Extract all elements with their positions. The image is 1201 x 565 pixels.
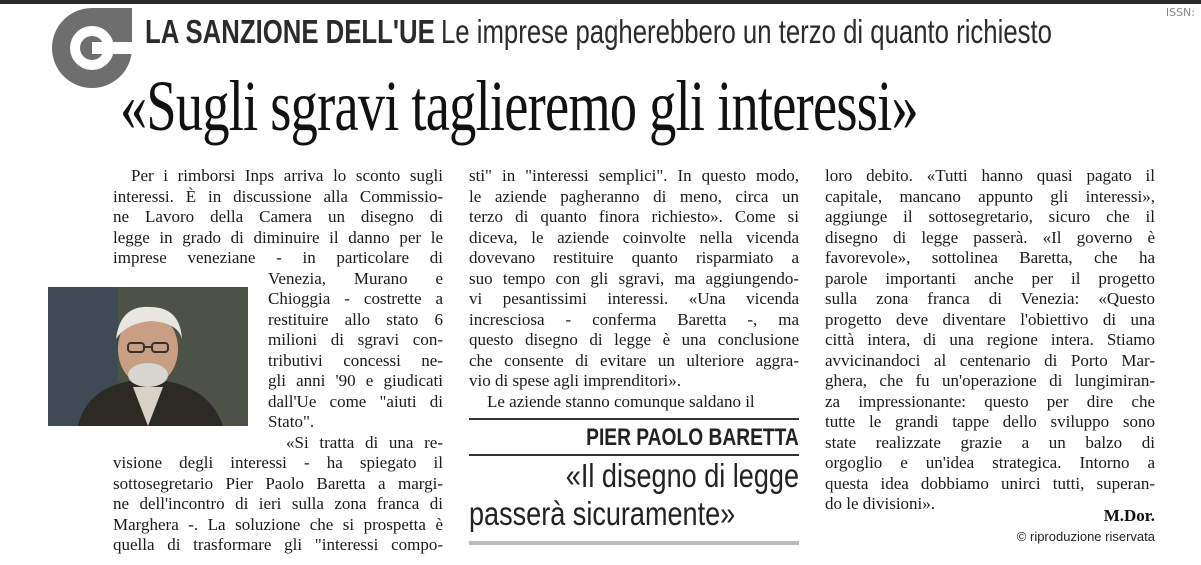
column-line: restituire allo stato 6 bbox=[268, 309, 443, 329]
top-rule bbox=[0, 0, 1201, 4]
column-line: disegno di legge passerà. «Il governo è bbox=[825, 227, 1155, 247]
column-line: milioni di sgravi con- bbox=[268, 330, 443, 349]
column-line: questa idea dobbiamo unirci tutti, superan- bbox=[825, 473, 1155, 493]
column-line: Venezia, Murano e bbox=[268, 268, 443, 288]
column-line: Stato". bbox=[268, 412, 315, 431]
column-line: ne dell'incontro di ieri sulla zona franca di bbox=[113, 494, 443, 513]
column-line: avvicinandoci al centenario di Porto Mar- bbox=[825, 350, 1155, 370]
pull-quote-line: passerà sicuramente» bbox=[469, 495, 736, 532]
kicker bbox=[145, 12, 1052, 52]
issn-label: ISSN: bbox=[1165, 6, 1195, 19]
column-line: Per i rimborsi Inps arriva lo sconto sugli bbox=[131, 166, 443, 185]
column-line: Marghera -. La soluzione che si prospetta è bbox=[113, 514, 443, 534]
kicker-summary: Le imprese pagherebbero un terzo di quanto richiesto bbox=[440, 13, 1052, 50]
portrait-photo bbox=[48, 287, 248, 426]
pull-quote-bottom-rule bbox=[469, 541, 799, 545]
column-line: Chioggia - costrette a bbox=[268, 289, 443, 308]
column-line: imprese veneziane - in particolare di bbox=[113, 248, 443, 267]
column-line: loro debito. «Tutti hanno quasi pagato il bbox=[825, 166, 1155, 185]
article-column-3 bbox=[825, 166, 1155, 515]
column-line: do le divisioni». bbox=[825, 494, 936, 513]
column-line: progetto deve diventare l'obiettivo di una bbox=[825, 309, 1155, 329]
column-line: capitale, mancano appunto gli interessi», bbox=[825, 186, 1155, 206]
kicker-section: LA SANZIONE DELL'UE bbox=[145, 13, 435, 50]
column-line: vio di spese agli imprenditori». bbox=[469, 371, 681, 390]
author-signature: M.Dor. bbox=[1103, 506, 1155, 525]
column-line: orgoglio e un'idea strategica. Intorno a bbox=[825, 453, 1155, 472]
column-line: «Si tratta di una re- bbox=[286, 432, 443, 452]
copyright-notice: © riproduzione riservata bbox=[1016, 529, 1155, 544]
column-line: incresciosa - conferma Baretta -, ma bbox=[469, 309, 799, 329]
column-line: diceva, le aziende coinvolte nella vicenda bbox=[469, 227, 799, 247]
column-line: za impressionante: questo per dire che bbox=[825, 391, 1155, 411]
column-line: sottosegretario Pier Paolo Baretta a margi- bbox=[113, 473, 443, 493]
column-line: state realizzate grazie a un balzo di bbox=[825, 432, 1155, 452]
column-line: città intera, di una regione intera. Stiamo bbox=[825, 330, 1155, 349]
column-line: le aziende pagheranno di meno, circa un bbox=[469, 186, 799, 206]
column-line: favorevole», sottolinea Baretta, che ha bbox=[825, 248, 1155, 267]
column-line: quella di trasformare gli "interessi compo- bbox=[113, 535, 443, 554]
pull-quote-author: PIER PAOLO BARETTA bbox=[586, 424, 799, 451]
column-line: questo disegno di legge è una conclusione bbox=[469, 330, 799, 349]
column-line: sti" in "interessi semplici". In questo modo, bbox=[469, 166, 799, 185]
column-line: sulla zona franca di Venezia: «Questo bbox=[825, 289, 1155, 308]
column-1-wrap-text bbox=[268, 269, 443, 454]
column-line: dall'Ue come "aiuti di bbox=[268, 391, 443, 411]
column-line: terzo di quanto finora richiesto». Come si bbox=[469, 207, 799, 226]
pull-quote-top-rule bbox=[469, 418, 799, 420]
column-line: visione degli interessi - ha spiegato il bbox=[113, 453, 443, 472]
column-line: dovevano restituire quanto risparmiato a bbox=[469, 248, 799, 267]
column-line: gli anni '90 e giudicati bbox=[268, 371, 443, 390]
column-line: aggiunge il sottosegretario, sicuro che il bbox=[825, 207, 1155, 226]
pull-quote-line: «Il disegno di legge bbox=[565, 457, 799, 494]
pull-quote-text bbox=[469, 457, 799, 533]
column-line: ne Lavoro della Camera un disegno di bbox=[113, 207, 443, 226]
column-line: legge in grado di diminuire il danno per le bbox=[113, 227, 443, 247]
headline: «Sugli sgravi taglieremo gli interessi» bbox=[120, 66, 918, 146]
column-line: suo tempo con gli sgravi, ma aggiungendo- bbox=[469, 268, 799, 288]
column-line: ghera, che fu un'operazione di lungimiran- bbox=[825, 371, 1155, 390]
column-line: parole importanti anche per il progetto bbox=[825, 268, 1155, 288]
column-line: vi pesantissimi interessi. «Una vicenda bbox=[469, 289, 799, 308]
article-column-2 bbox=[469, 166, 799, 412]
column-line: che consente di evitare un ulteriore aggra- bbox=[469, 350, 799, 370]
column-line: tutte le grandi tappe dello sviluppo sono bbox=[825, 412, 1155, 431]
column-line: interessi. È in discussione alla Commissio- bbox=[113, 186, 443, 206]
column-line: Le aziende stanno comunque saldano il bbox=[487, 391, 755, 411]
column-line: tributivi concessi ne- bbox=[268, 350, 443, 370]
person-portrait-icon bbox=[48, 287, 248, 426]
pull-quote-divider bbox=[469, 454, 799, 456]
